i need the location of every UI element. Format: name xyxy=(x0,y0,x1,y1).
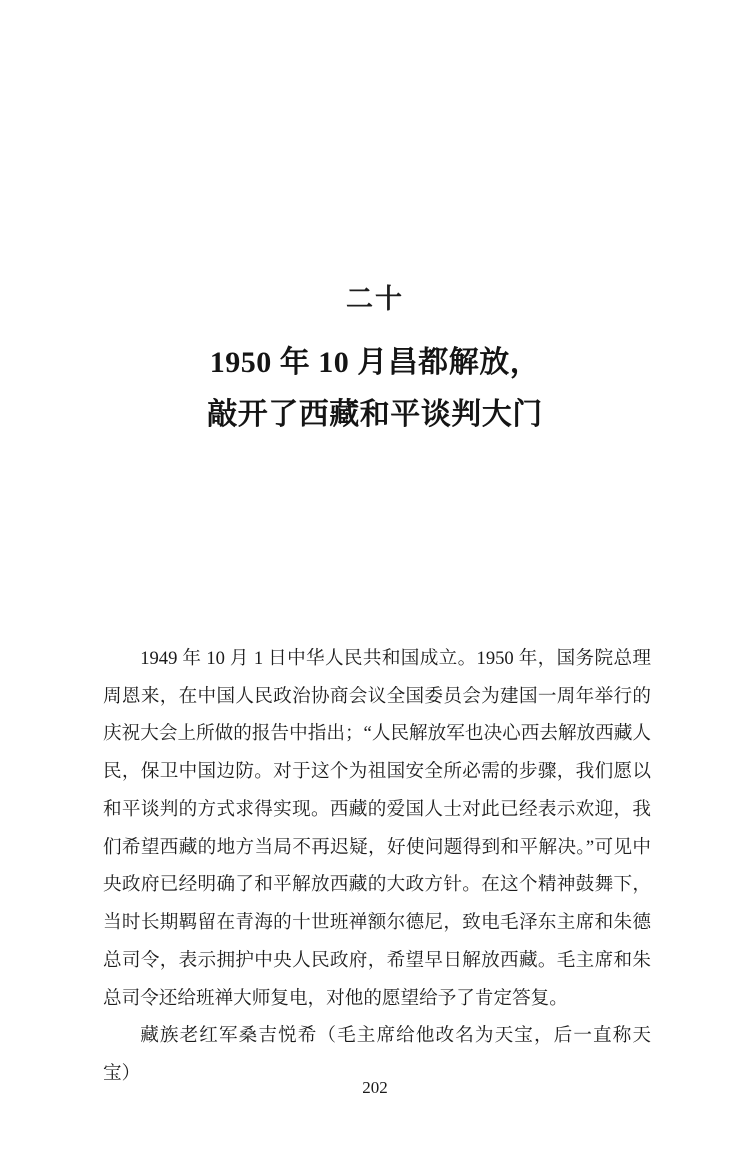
paragraph-2: 藏族老红军桑吉悦希（毛主席给他改名为天宝，后一直称天宝） xyxy=(103,1025,651,1085)
page-number: 202 xyxy=(362,1078,388,1097)
chapter-number: 二十 xyxy=(346,284,404,314)
chapter-title-line-2: 敲开了西藏和平谈判大门 xyxy=(207,397,543,431)
paragraph-1: 1949 年 10 月 1 日中华人民共和国成立。1950 年，国务院总理周恩来，在中国人民政治协商会议全国委员会为建国一周年举行的庆祝大会上所做的报告中指出；“人民解放军也决心西去解放西藏人民，保卫中国边防。对于这个为祖国安全所必需的步骤，我们愿以和平谈判的方式求得实现。西藏的爱国人士对此已经表示欢迎，我们希望西藏的地方当局不再迟疑，好使问题得到和平解决。”可见中央政府已经明确了和平解放西藏的大政方针。在这个精神鼓舞下，当时长期羁留在青海的十世班禅额尔德尼，致电毛泽东主席和朱德总司令，表示拥护中央人民政府，希望早日解放西藏。毛主席和朱总司令还给班禅大师复电，对他的愿望给予了肯定答复。 xyxy=(103,648,651,1009)
chapter-heading xyxy=(0,283,750,441)
chapter-title-line-1: 1950 年 10 月昌都解放， xyxy=(209,346,541,380)
body-text xyxy=(103,640,651,1093)
page-title xyxy=(0,337,750,440)
